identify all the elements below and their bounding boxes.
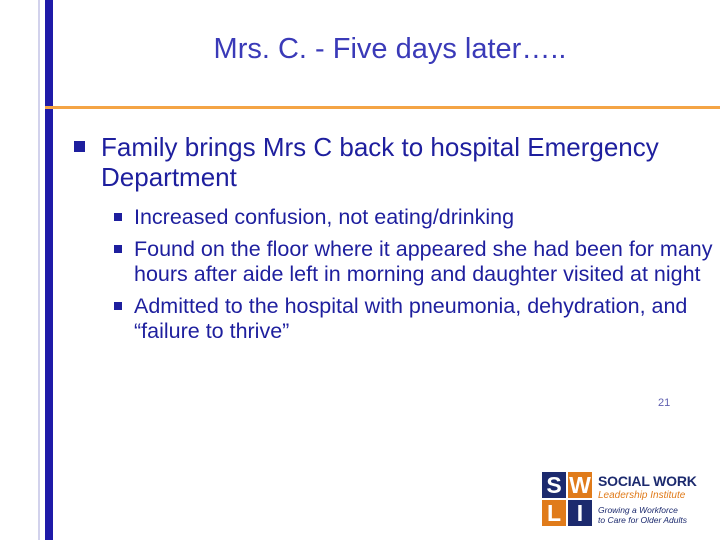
bullet-level2 [112, 237, 713, 288]
sub-bullet-text: Admitted to the hospital with pneumonia, dehydration, and “failure to thrive” [134, 293, 688, 343]
slide-title: Mrs. C. - Five days later….. [213, 33, 567, 65]
logo-tile-w: W [569, 472, 591, 498]
page-number: 21 [658, 397, 671, 409]
bullet-level2 [112, 294, 713, 345]
title-divider [45, 106, 720, 109]
logo-tile-s: S [542, 472, 566, 498]
swli-logo [542, 472, 712, 528]
slide-content [68, 132, 713, 345]
sub-bullet-text: Increased confusion, not eating/drinking [134, 205, 515, 229]
bullet-level1 [68, 132, 713, 192]
logo-tagline-1: Growing a Workforce [598, 505, 678, 515]
logo-title: SOCIAL WORK [598, 473, 697, 489]
bullet-level2 [112, 205, 713, 231]
accent-bar-thin [38, 0, 40, 540]
logo-subtitle: Leadership Institute [598, 490, 686, 501]
logo-tagline-2: to Care for Older Adults [598, 515, 687, 525]
logo-tile-l: L [542, 500, 566, 526]
accent-bar-vertical [45, 0, 53, 540]
square-bullet-icon [114, 302, 122, 310]
square-bullet-icon [114, 213, 122, 221]
square-bullet-icon [114, 245, 122, 253]
square-bullet-icon [74, 141, 85, 152]
bullet-text: Family brings Mrs C back to hospital Emergency Department [101, 132, 659, 192]
sub-bullet-text: Found on the floor where it appeared she had been for many hours after aide left in morning and daughter visited at night [134, 236, 713, 286]
logo-tile-i: I [568, 500, 592, 526]
